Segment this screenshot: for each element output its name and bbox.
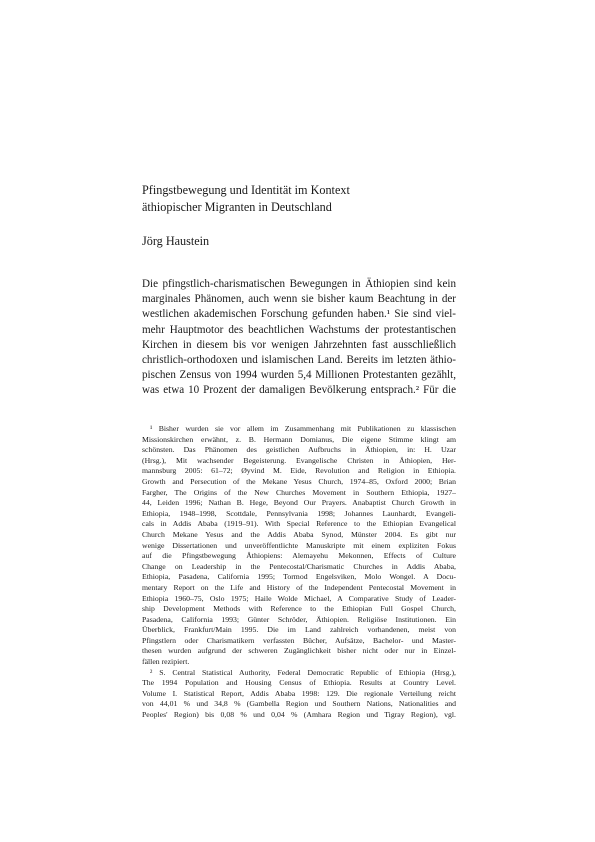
footnote-line: Überblick, Frankfurt/Main 1995. Die im Land zahlreich vorhandenen, meist von (142, 625, 456, 635)
article-title (142, 182, 462, 216)
footnote-line: Fargher, The Origins of the New Churches Movement in Southern Ethiopia, 1927– (142, 487, 456, 497)
footnote-line: schönsten. Das Phänomen des geistlichen Aufbruchs in Äthiopien, in: H. Uzar (142, 445, 456, 455)
footnote-line: von 44,01 % und 34,8 % (Gambella Region und Southern Nations, Nationalities and (142, 699, 456, 709)
footnote-line: Growth and Persecution of the Mekane Yesus Church, 1974–85, Oxford 2000; Brian (142, 476, 456, 486)
footnote-line: Change on Leadership in the Pentecostal/Charismatic Churches in Addis Ababa, (142, 561, 456, 571)
footnote-line: Peoples' Region) bis 0,08 % und 0,04 % (Amhara Region und Tigray Region), vgl. (142, 710, 456, 720)
body-paragraph (142, 277, 456, 399)
footnote-line: 44, Leiden 1996; Nathan B. Hege, Beyond Our Prayers. Anabaptist Church Growth in (142, 498, 456, 508)
body-line: pischen Zensus von 1994 wurden 5,4 Millionen Protestanten gezählt, (142, 369, 456, 382)
footnote-line: wenige Dissertationen und unveröffentlichte Manuskripte mit einem expliziten Fokus (142, 540, 456, 550)
footnote-line: Church Mekane Yesus and the Addis Ababa Synod, Münster 2004. Es gibt nur (142, 529, 456, 539)
footnote-line: Missionskirchen erwähnt, z. B. Hermann Domianus, Die eigene Stimme klingt am (142, 434, 456, 444)
footnote-line: Pfingstlern oder Charismatikern verfassten Bücher, Aufsätze, Bachelor- und Master- (142, 635, 456, 645)
footnote-line: mentary Report on the Life and History of the Independent Pentecostal Movement in (142, 582, 456, 592)
title-line: Pfingstbewegung und Identität im Kontext (142, 183, 350, 197)
footnote-line: Pasadena, California 1993; Günter Schröder, Äthiopien. Religiöse Institutionen. Ein (142, 614, 456, 624)
body-line: westlichen akademischen Forschung gefunden haben.¹ Sie sind viel- (142, 308, 456, 321)
footnote-line: auf die Pfingstbewegung Äthiopiens: Alemayehu Mekonnen, Effects of Culture (142, 551, 456, 561)
footnote-line: The 1994 Population and Housing Census of Ethiopia. Results at Country Level. (142, 678, 456, 688)
footnote-line: fällen rezipiert. (142, 657, 190, 667)
footnote-line: (Hrsg.), Mit wachsender Begeisterung. Evangelische Christen in Äthiopien, Her- (142, 455, 456, 465)
body-line: christlich-orthodoxen und islamischen Land. Bereits im letzten äthio- (142, 354, 456, 367)
body-line: Kirchen in diesem bis vor wenigen Jahrzehnten fast ausschließlich (142, 338, 456, 351)
footnote-line: ship Development Methods with Reference to the Ethiopian Full Gospel Church, (142, 604, 456, 614)
footnote-line: ² S. Central Statistical Authority, Federal Democratic Republic of Ethiopia (Hrsg.), (150, 667, 456, 677)
footnote-line: ¹ Bisher wurden sie vor allem im Zusammenhang mit Publikationen zu klassischen (150, 424, 456, 433)
body-line: was etwa 10 Prozent der damaligen Bevölkerung entsprach.² Für die (142, 384, 456, 397)
title-line: äthiopischer Migranten in Deutschland (142, 200, 332, 214)
body-line: mehr Hauptmotor des beachtlichen Wachstums der protestantischen (142, 323, 456, 336)
footnote-line: Ethiopia 1960–75, Oslo 1975; Haile Wolde Michael, A Comparative Study of Leader- (142, 593, 456, 603)
author-name: Jörg Haustein (142, 234, 210, 248)
body-line: marginales Phänomen, auch wenn sie bisher kaum Beachtung in der (142, 293, 456, 306)
body-line: Die pfingstlich-charismatischen Bewegungen in Äthiopien sind kein (142, 278, 456, 290)
footnotes (142, 424, 456, 721)
footnote-line: Volume I. Statistical Report, Addis Ababa 1998: 129. Die regionale Verteilung reicht (142, 688, 456, 698)
footnote-line: mannsburg 2005: 61–72; Øyvind M. Eide, Revolution and Religion in Ethiopia. (142, 466, 456, 476)
footnote-line: thesen wurden aufgrund der schweren Zugänglichkeit bisher nicht oder nur in Einzel- (142, 646, 456, 656)
footnote-line: Ethiopia, 1948–1998, Scottdale, Pennsylvania 1998; Johannes Launhardt, Evangeli- (142, 508, 456, 518)
footnote-line: cals in Addis Ababa (1919–91). With Special Reference to the Ethiopian Evangelical (142, 519, 456, 529)
footnote-line: Ethiopia, Pasadena, California 1995; Tormod Engelsviken, Molo Wongel. A Docu- (142, 572, 456, 582)
